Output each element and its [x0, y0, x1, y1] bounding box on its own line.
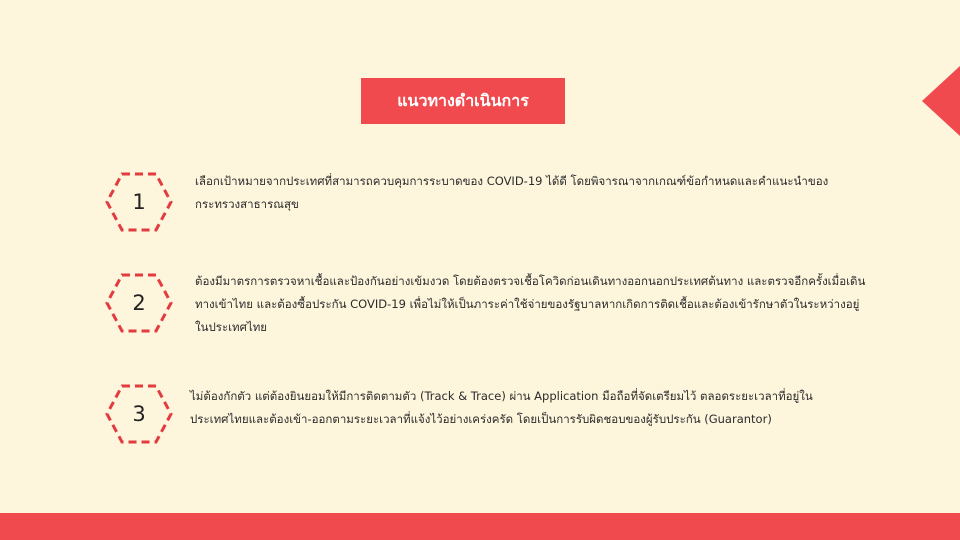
bottom-accent-bar — [0, 513, 960, 540]
hexagon-number-badge-2 — [105, 272, 173, 334]
item-text: ไม่ต้องกักตัว แต่ต้องยินยอมให้มีการติดตามตัว (Track & Trace) ผ่าน Application มือถือที่จัดเตรียมไว้ ตลอดระยะเวลาที่อยู่ในประเทศไทยและต้องเข้า-ออกตามระยะเวลาที่แจ้งไว้อย่างเคร่งครัด โดยเป็นการรับผิดชอบของผู้รับประกัน (Guarantor) — [190, 389, 813, 426]
list-item-1 — [105, 170, 905, 250]
hexagon-number-badge-1 — [105, 171, 173, 233]
item-text: เลือกเป้าหมายจากประเทศที่สามารถควบคุมการระบาดของ COVID-19 ได้ดี โดยพิจารณาจากเกณฑ์ข้อกำหนดและคำแนะนำของกระทรวงสาธารณสุข — [195, 174, 829, 211]
hexagon-number-badge-3 — [105, 383, 173, 445]
item-number: 3 — [132, 402, 146, 426]
list-item-3 — [105, 385, 905, 465]
item-number: 2 — [132, 291, 146, 315]
list-item-2 — [105, 270, 905, 350]
slide-title: แนวทางดำเนินการ — [361, 78, 565, 124]
corner-arrow-decoration — [922, 66, 960, 136]
item-text: ต้องมีมาตรการตรวจหาเชื้อและป้องกันอย่างเข้มงวด โดยต้องตรวจเชื้อโควิดก่อนเดินทางออกนอกประเทศต้นทาง และตรวจอีกครั้งเมื่อเดินทางเข้าไทย และต้องซื้อประกัน COVID-19 เพื่อไม่ให้เป็นภาระค่าใช้จ่ายของรัฐบาลหากเกิดการติดเชื้อและต้องเข้ารักษาตัวในระหว่างอยู่ในประเทศไทย — [195, 274, 866, 334]
item-number: 1 — [132, 190, 146, 214]
